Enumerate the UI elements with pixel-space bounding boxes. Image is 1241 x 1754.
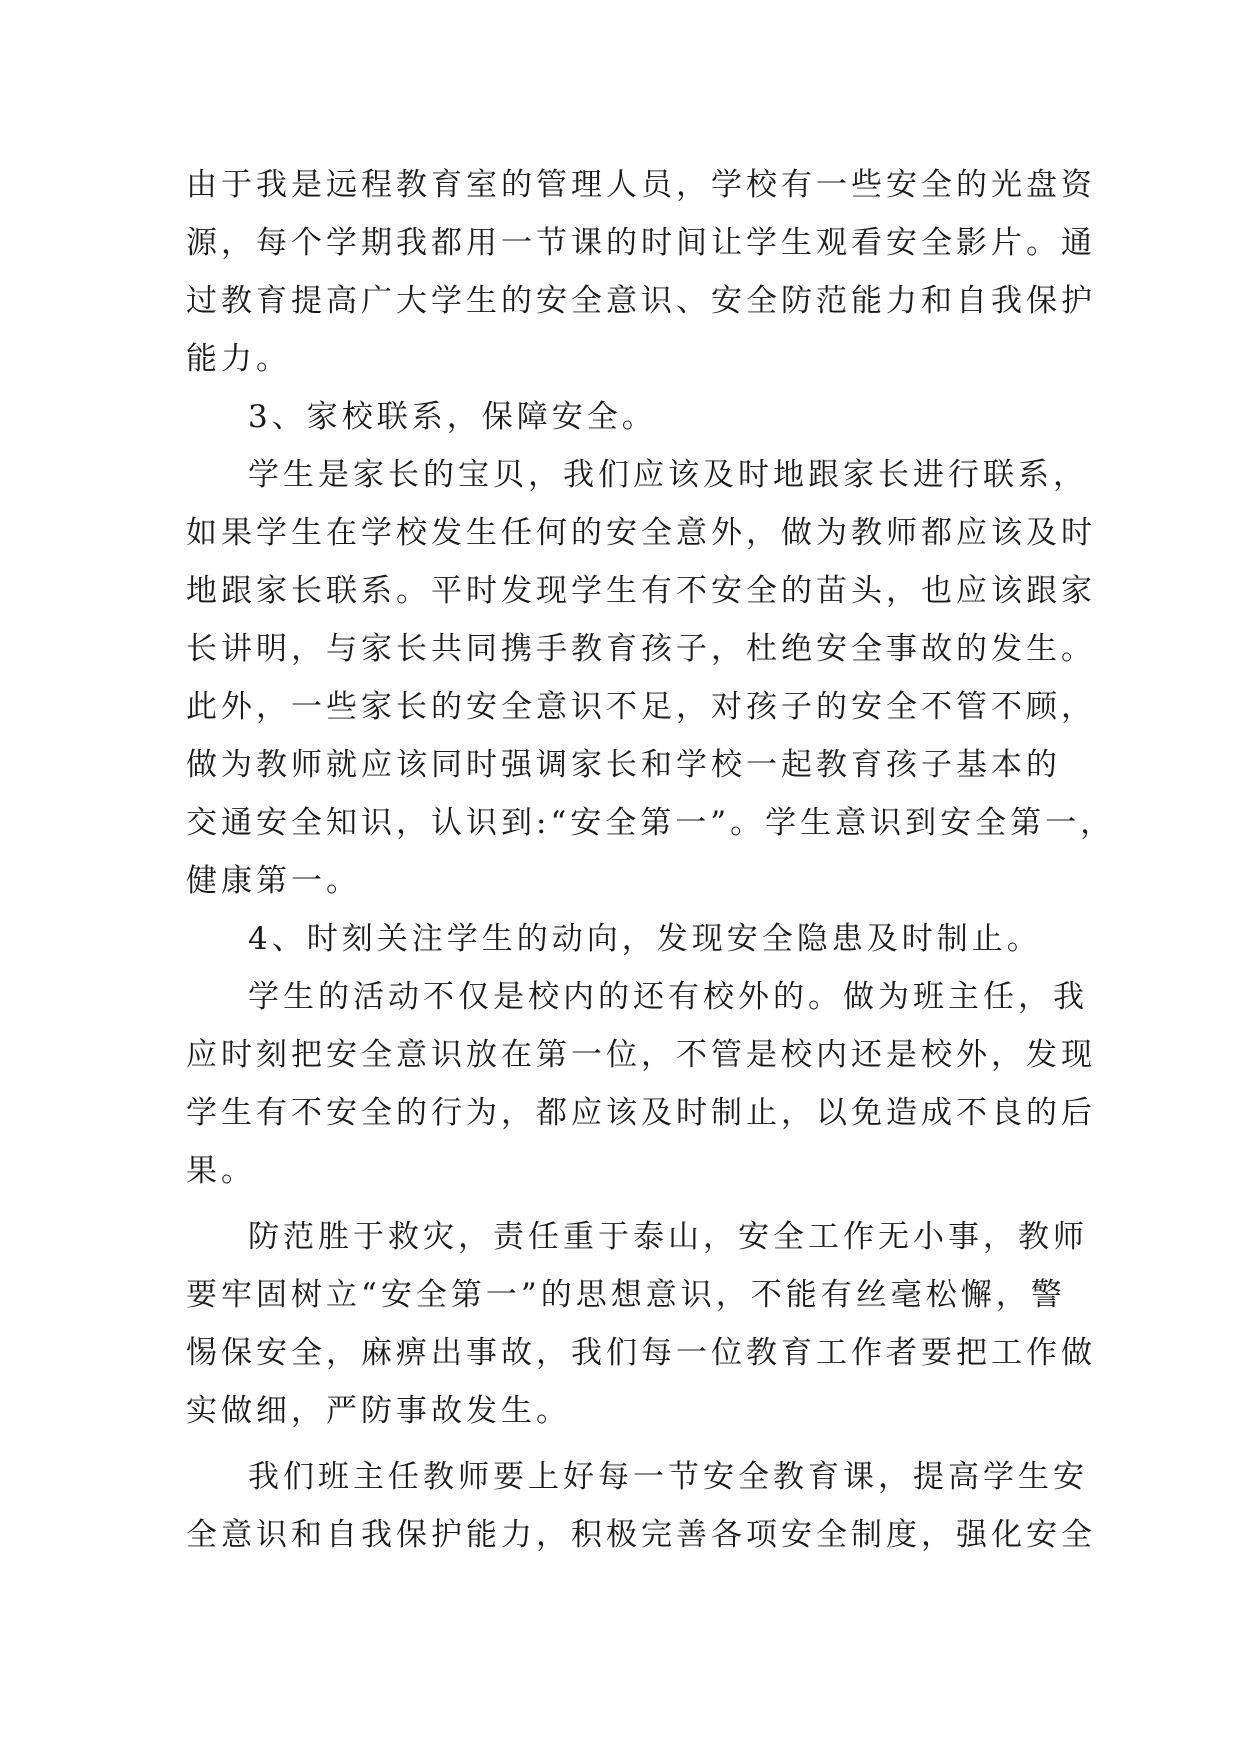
text-line: 过教育提高广大学生的安全意识、安全防范能力和自我保护 bbox=[186, 283, 1096, 319]
text-line: 实做细，严防事故发生。 bbox=[186, 1393, 571, 1429]
section-heading-4 bbox=[186, 910, 1066, 968]
text-line: 能力。 bbox=[186, 341, 291, 377]
text-line: 全意识和自我保护能力，积极完善各项安全制度，强化安全 bbox=[186, 1517, 1096, 1553]
text-line: 源，每个学期我都用一节课的时间让学生观看安全影片。通 bbox=[186, 225, 1096, 261]
heading-line: 3、家校联系，保障安全。 bbox=[248, 399, 657, 435]
text-line: 此外，一些家长的安全意识不足，对孩子的安全不管不顾， bbox=[186, 689, 1096, 725]
paragraph-student-activities bbox=[186, 968, 1096, 1200]
text-line: 交通安全知识，认识到:“安全第一”。学生意识到安全第一， bbox=[186, 805, 1116, 841]
text-line: 由于我是远程教育室的管理人员，学校有一些安全的光盘资 bbox=[186, 167, 1096, 203]
text-line: 果。 bbox=[186, 1153, 256, 1189]
text-line: 做为教师就应该同时强调家长和学校一起教育孩子基本的 bbox=[186, 747, 1061, 783]
text-line: 学生是家长的宝贝，我们应该及时地跟家长进行联系， bbox=[248, 457, 1088, 493]
paragraph-remote-education bbox=[186, 156, 1096, 388]
text-line: 学生的活动不仅是校内的还有校外的。做为班主任，我 bbox=[248, 979, 1088, 1015]
heading-line: 4、时刻关注学生的动向，发现安全隐患及时制止。 bbox=[248, 921, 1042, 957]
document-body bbox=[186, 156, 1116, 1564]
text-line: 长讲明，与家长共同携手教育孩子，杜绝安全事故的发生。 bbox=[186, 631, 1096, 667]
text-line: 应时刻把安全意识放在第一位，不管是校内还是校外，发现 bbox=[186, 1037, 1096, 1073]
section-heading-3 bbox=[186, 388, 1066, 446]
text-line: 健康第一。 bbox=[186, 863, 361, 899]
text-line: 地跟家长联系。平时发现学生有不安全的苗头，也应该跟家 bbox=[186, 573, 1096, 609]
text-line: 学生有不安全的行为，都应该及时制止，以免造成不良的后 bbox=[186, 1095, 1096, 1131]
text-line: 防范胜于救灾，责任重于泰山，安全工作无小事，教师 bbox=[248, 1219, 1088, 1255]
paragraph-class-teacher bbox=[186, 1448, 1096, 1564]
text-line: 惕保安全，麻痹出事故，我们每一位教育工作者要把工作做 bbox=[186, 1335, 1096, 1371]
paragraph-prevention bbox=[186, 1208, 1096, 1440]
text-line: 如果学生在学校发生任何的安全意外，做为教师都应该及时 bbox=[186, 515, 1096, 551]
text-line: 我们班主任教师要上好每一节安全教育课，提高学生安 bbox=[248, 1459, 1088, 1495]
paragraph-home-school bbox=[186, 446, 1116, 910]
text-line: 要牢固树立“安全第一”的思想意识，不能有丝毫松懈，警 bbox=[186, 1277, 1066, 1313]
